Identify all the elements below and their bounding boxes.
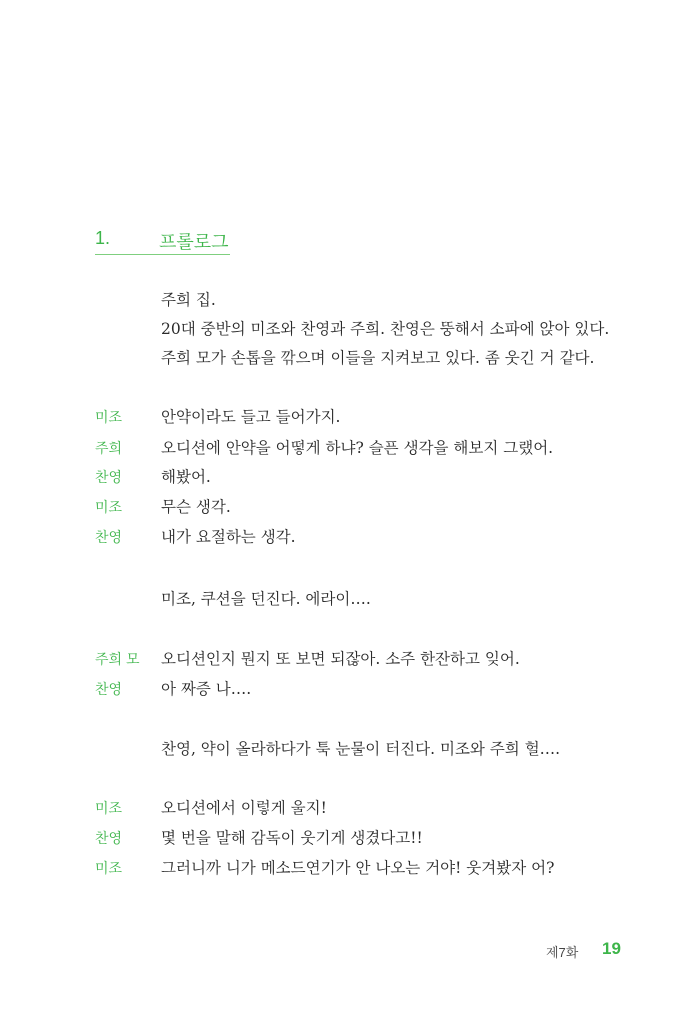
speaker-name: 미조 (95, 860, 123, 876)
dialogue-line (0, 405, 699, 429)
dialogue-text: 그러니까 니가 메소드연기가 안 나오는 거야! 웃겨봤자 어? (161, 859, 555, 877)
stage-direction-text: 20대 중반의 미조와 찬영과 주희. 찬영은 뚱해서 소파에 앉아 있다. (161, 320, 610, 338)
section-number: 1. (95, 228, 111, 248)
stage-direction-text: 찬영, 약이 올라하다가 툭 눈물이 터진다. 미조와 주희 헐…. (161, 740, 561, 758)
dialogue-text: 아 짜증 나…. (161, 680, 252, 698)
dialogue-text: 오디션에서 이렇게 울지! (161, 799, 327, 817)
dialogue-text: 오디션인지 뭔지 또 보면 되잖아. 소주 한잔하고 잊어. (161, 650, 520, 668)
dialogue-line (0, 436, 699, 460)
speaker-name: 미조 (95, 499, 123, 515)
dialogue-line (0, 826, 699, 850)
stage-direction-text: 미조, 쿠션을 던진다. 에라이…. (161, 590, 371, 608)
dialogue-text: 무슨 생각. (161, 498, 231, 516)
stage-direction-line (0, 346, 699, 370)
dialogue-text: 안약이라도 들고 들어가지. (161, 408, 341, 426)
dialogue-text: 오디션에 안약을 어떻게 하냐? 슬픈 생각을 해보지 그랬어. (161, 439, 554, 457)
speaker-name: 미조 (95, 409, 123, 425)
speaker-name: 주희 (95, 440, 123, 456)
dialogue-line (0, 677, 699, 701)
stage-direction-line (0, 317, 699, 341)
stage-direction-line (0, 737, 699, 761)
section-heading (95, 228, 230, 255)
speaker-name: 미조 (95, 800, 123, 816)
dialogue-text: 해봤어. (161, 468, 211, 486)
page-number: 19 (602, 939, 621, 958)
chapter-label: 제7화 (546, 945, 579, 960)
dialogue-line (0, 465, 699, 489)
dialogue-line (0, 495, 699, 519)
stage-direction-text: 주희 모가 손톱을 깎으며 이들을 지켜보고 있다. 좀 웃긴 거 같다. (161, 349, 595, 367)
dialogue-line (0, 525, 699, 549)
speaker-name: 주희 모 (95, 651, 140, 667)
dialogue-line (0, 856, 699, 880)
speaker-name: 찬영 (95, 681, 123, 697)
speaker-name: 찬영 (95, 830, 123, 846)
stage-direction-text: 주희 집. (161, 291, 216, 309)
stage-direction-line (0, 587, 699, 611)
speaker-name: 찬영 (95, 469, 123, 485)
speaker-name: 찬영 (95, 529, 123, 545)
dialogue-line (0, 796, 699, 820)
section-title: 프롤로그 (159, 232, 229, 252)
stage-direction-line (0, 288, 699, 312)
dialogue-line (0, 647, 699, 671)
dialogue-text: 몇 번을 말해 감독이 웃기게 생겼다고!! (161, 829, 423, 847)
dialogue-text: 내가 요절하는 생각. (161, 528, 296, 546)
